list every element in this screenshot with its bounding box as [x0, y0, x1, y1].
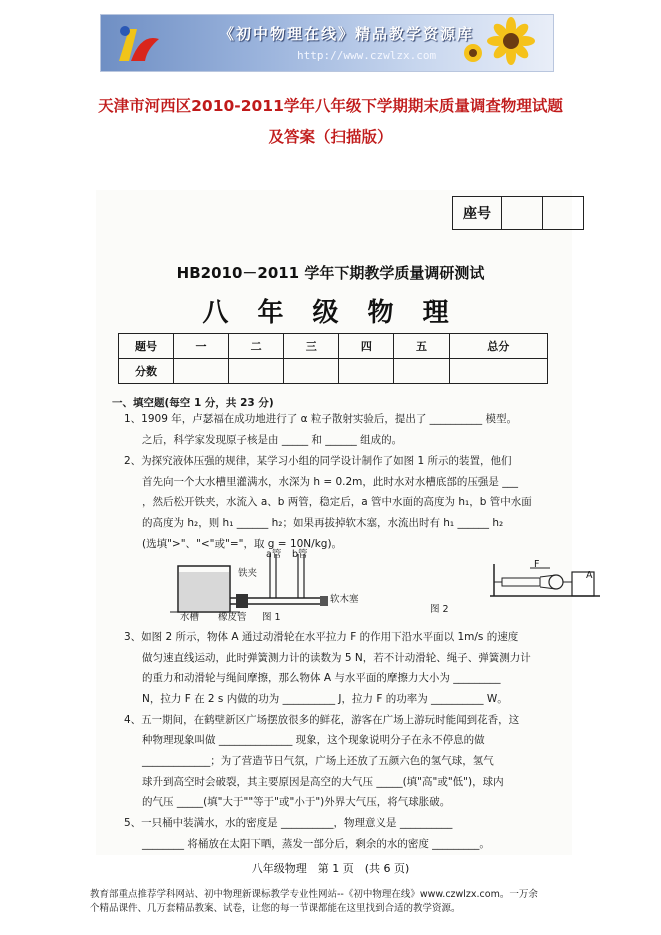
score-cell: 三	[284, 334, 339, 359]
seat-blank	[502, 197, 542, 229]
question-line: 1、1909 年，卢瑟福在成功地进行了 α 粒子散射实验后，提出了 __________ 模型。	[124, 413, 518, 425]
banner-title: 《初中物理在线》精品教学资源库	[219, 25, 475, 43]
question-line: ________ 将桶放在太阳下晒，蒸发一部分后，剩余的水的密度 _________。	[142, 838, 490, 850]
score-cell	[174, 359, 229, 384]
seat-number-box	[452, 196, 584, 230]
seat-blank-2	[542, 197, 583, 229]
site-logo-icon	[111, 21, 167, 67]
question-line: 首先向一个大水槽里灌满水，水深为 h = 0.2m，此时水对水槽底部的压强是 ___	[142, 476, 518, 488]
question-line: 种物理现象叫做 ______________ 现象，这个现象说明分子在永不停息的做	[142, 734, 485, 746]
document-title-line1: 天津市河西区2010-2011学年八年级下学期期末质量调查物理试题	[98, 97, 563, 115]
footer-line-1: 教育部重点推荐学科网站、初中物理新课标教学专业性网站--《初中物理在线》www.czwlzx.com。一万余	[90, 889, 538, 900]
exam-header: HB2010－2011 学年下期教学质量调研测试	[176, 264, 485, 282]
score-table-score-row	[119, 359, 548, 384]
question-line: 的高度为 h₂，则 h₁ ______ h₂；如果再拔掉软木塞，水流出时有 h₁ ______ h₂	[142, 517, 504, 529]
score-cell: 五	[394, 334, 449, 359]
fig1-label-tube: 橡皮管	[218, 612, 247, 623]
banner-url[interactable]: http://www.czwlzx.com	[297, 49, 437, 62]
score-table-header-row	[119, 334, 548, 359]
score-cell: 四	[339, 334, 394, 359]
question-line: 2、为探究液体压强的规律，某学习小组的同学设计制作了如图 1 所示的装置，他们	[124, 455, 512, 467]
document-title-line2: 及答案（扫描版）	[268, 128, 393, 146]
score-cell	[394, 359, 449, 384]
question-line: 5、一只桶中装满水，水的密度是 __________，物理意义是 __________	[124, 817, 453, 829]
score-table	[118, 333, 548, 384]
fig2-label-force: F	[534, 559, 540, 570]
question-line: 球升到高空时会破裂，其主要原因是高空的大气压 _____(填"高"或"低")，球内	[142, 776, 504, 788]
fig1-caption: 图 1	[262, 612, 281, 623]
score-cell	[339, 359, 394, 384]
question-line: N，拉力 F 在 2 s 内做的功为 __________ J，拉力 F 的功率为 __________ W。	[142, 693, 508, 705]
fig1-label-a: a管	[266, 549, 282, 560]
sunflower-icon	[455, 17, 545, 69]
question-line: (选填">"、"<"或"="，取 g = 10N/kg)。	[142, 538, 343, 550]
score-cell: 二	[229, 334, 284, 359]
fig1-label-clamp: 铁夹	[238, 568, 258, 579]
site-banner	[100, 14, 554, 72]
question-line: 4、五一期间，在鹤壁新区广场摆放很多的鲜花，游客在广场上游玩时能闻到花香，这	[124, 714, 520, 726]
score-cell: 题号	[119, 334, 174, 359]
exam-subject: 八 年 级 物 理	[202, 298, 459, 328]
score-cell: 分数	[119, 359, 174, 384]
footer-line-2: 个精品课件、几万套精品教案、试卷，让您的每一节课都能在这里找到合适的教学资源。	[90, 903, 461, 914]
fig1-label-b: b管	[292, 549, 308, 560]
fig2-label-block: A	[586, 570, 593, 581]
seat-label: 座号	[453, 197, 502, 229]
question-line: 做匀速直线运动，此时弹簧测力计的读数为 5 N，若不计动滑轮、绳子、弹簧测力计	[142, 652, 531, 664]
score-cell	[284, 359, 339, 384]
site-footer	[90, 888, 570, 916]
exam-page-number: 八年级物理 第 1 页 (共 6 页)	[251, 862, 410, 875]
question-line: _____________；为了营造节日气氛，广场上还放了五颜六色的氢气球，氢气	[142, 755, 494, 767]
score-cell	[229, 359, 284, 384]
question-line: 之后，科学家发现原子核是由 _____ 和 ______ 组成的。	[142, 434, 403, 446]
score-cell	[449, 359, 547, 384]
section-heading: 一、填空题(每空 1 分，共 23 分)	[112, 397, 274, 409]
score-cell: 一	[174, 334, 229, 359]
fig1-label-cork: 软木塞	[330, 594, 359, 605]
question-line: 的气压 _____(填"大于""等于"或"小于")外界大气压，将气球胀破。	[142, 796, 451, 808]
score-cell: 总分	[449, 334, 547, 359]
question-line: 的重力和动滑轮与绳间摩擦，那么物体 A 与水平面的摩擦力大小为 _________	[142, 672, 501, 684]
fig1-label-tank: 水槽	[180, 612, 200, 623]
fig2-caption: 图 2	[430, 604, 449, 615]
question-line: 3、如图 2 所示，物体 A 通过动滑轮在水平拉力 F 的作用下沿水平面以 1m/s 的速度	[124, 631, 519, 643]
question-line: ，然后松开铁夹，水流入 a、b 两管，稳定后，a 管中水面的高度为 h₁，b 管中水面	[142, 496, 532, 508]
